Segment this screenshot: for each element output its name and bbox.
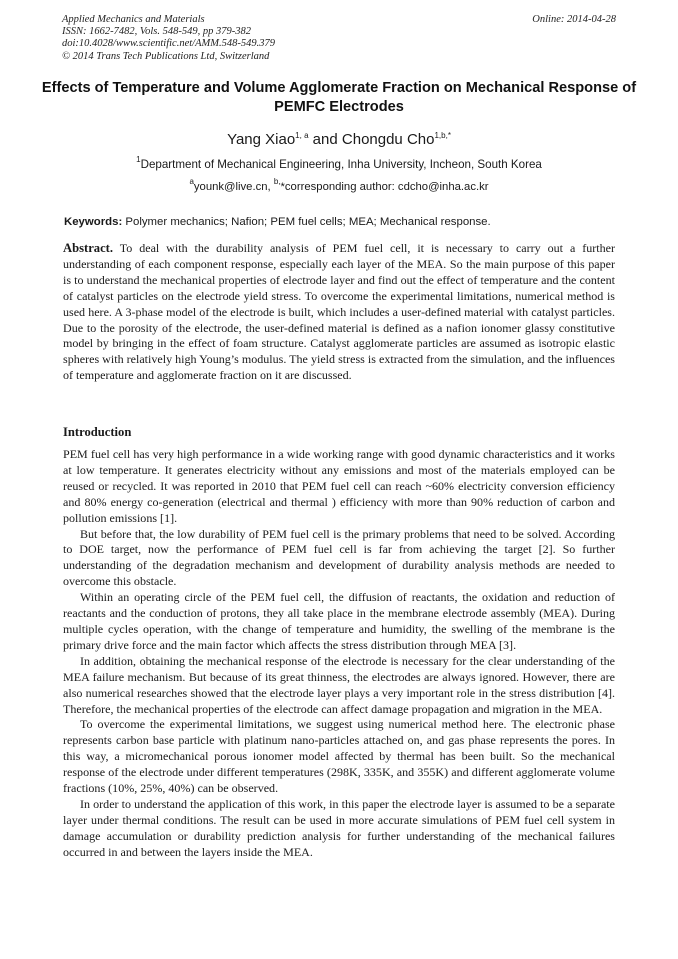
- author-name: Yang Xiao: [227, 131, 296, 148]
- section-heading: Introduction: [63, 425, 132, 439]
- paragraph: But before that, the low durability of PEM fuel cell is the primary problems that need to be solved. According to DOE target, now the performance of PEM fuel cell is far from achieving the target [2]. So further understanding of the degradation mechanism and development of durability analysis methods are needed to overcome this obstacle.: [63, 526, 615, 589]
- abstract: [63, 241, 615, 384]
- email-address: younk@live.cn,: [193, 181, 274, 193]
- abstract-text: To deal with the durability analysis of PEM fuel cell, it is necessary to carry out a further understanding of each component response, especially each layer of the MEA. So the main purpose of this paper is to understand the mechanical properties of electrode layer and find out the effect of temperature and the content of catalyst particles on the electrode yield stress. To overcome the experimental limitations, numerical method is used here. A 3-phase model of the electrode is built, which includes a user-defined material with catalyst particles. Due to the porosity of the electrode, the user-defined material is defined as a nafion ionomer glassy constitutive model by bringing in the effect of foam structure. Catalyst agglomerate particles are assumed as isotropic elastic spheres with relatively high Young’s modulus. The yield stress is extracted from the simulation, and the influences of temperature and agglomerate fraction on it are discussed.: [63, 241, 615, 383]
- abstract-label: Abstract.: [63, 241, 114, 255]
- email-superscript: a: [189, 177, 194, 186]
- email-line: [0, 177, 678, 195]
- journal-header: [62, 14, 616, 63]
- keywords-label: Keywords:: [64, 216, 123, 228]
- keywords-text: Polymer mechanics; Nafion; PEM fuel cells; MEA; Mechanical response.: [122, 216, 491, 228]
- email-superscript: b,: [273, 177, 281, 186]
- journal-name: Applied Mechanics and Materials: [62, 14, 205, 25]
- online-date: Online: 2014-04-28: [532, 14, 616, 25]
- issn-line: ISSN: 1662-7482, Vols. 548-549, pp 379-382: [62, 26, 251, 38]
- paragraph: To overcome the experimental limitations, we suggest using numerical method here. The electronic phase represents carbon base particle with platinum nano-particles attached on, and gas phase represents the pores. In this way, a micromechanical porous ionomer model affected by thermal has been built. So the mechanical response of the electrode under different temperatures (298K, 335K, and 355K) and different agglomerate volume fractions (10%, 25%, 40%) can be observed.: [63, 717, 615, 796]
- affiliation: [0, 157, 678, 172]
- author-superscript: 1,b,*: [434, 131, 451, 140]
- paragraph: PEM fuel cell has very high performance in a wide working range with good dynamic characteristics and it works at low temperature. It generates electricity without any emissions and most of the materials employed can be reused or recycled. It was reported in 2010 that PEM fuel cell can reach ~60% electricity conversion efficiency and 80% energy co-generation (electrical and thermal ) efficiency with more than 90% reduction of carbon and pollution emissions [1].: [63, 447, 615, 525]
- author-conjunction: and: [308, 131, 342, 148]
- paper-title: Effects of Temperature and Volume Agglomerate Fraction on Mechanical Response of PEMFC Electrodes: [41, 80, 637, 115]
- introduction-body: [63, 447, 615, 861]
- author-superscript: 1, a: [295, 131, 309, 140]
- corresponding-email: *corresponding author: cdcho@inha.ac.kr: [280, 181, 489, 193]
- keywords: [64, 215, 618, 230]
- paragraph: In addition, obtaining the mechanical response of the electrode is necessary for the clear understanding of the MEA failure mechanism. But because of its great thinness, the electrodes are always ignored. However, there are also numerical researches showed that the electrode layer plays a very important role in the stress distribution [4]. Therefore, the mechanical properties of the electrode can affect damage propagation and migration in the MEA.: [63, 653, 615, 716]
- affiliation-text: Department of Mechanical Engineering, Inha University, Incheon, South Korea: [140, 158, 542, 171]
- affiliation-superscript: 1: [136, 155, 141, 164]
- author-line: [0, 131, 678, 149]
- doi-line: doi:10.4028/www.scientific.net/AMM.548-549.379: [62, 38, 275, 50]
- paragraph: In order to understand the application of this work, in this paper the electrode layer is assumed to be a separate layer under thermal conditions. The result can be used in more accurate simulations of PEM fuel cell system in damage accumulation or durability prediction analysis for further understanding of the mechanical failures occurred in and between the layers inside the MEA.: [63, 796, 615, 859]
- copyright-line: © 2014 Trans Tech Publications Ltd, Switzerland: [62, 50, 270, 62]
- paragraph: Within an operating circle of the PEM fuel cell, the diffusion of reactants, the oxidation and reduction of reactants and the conduction of protons, they all take place in the membrane electrode assembly (MEA). During multiple cycles operation, with the change of temperature and humidity, the swelling of the membrane is the primary drive force and the main factor which affects the stress distribution through MEA [3].: [63, 590, 615, 652]
- author-name: Chongdu Cho: [341, 131, 435, 148]
